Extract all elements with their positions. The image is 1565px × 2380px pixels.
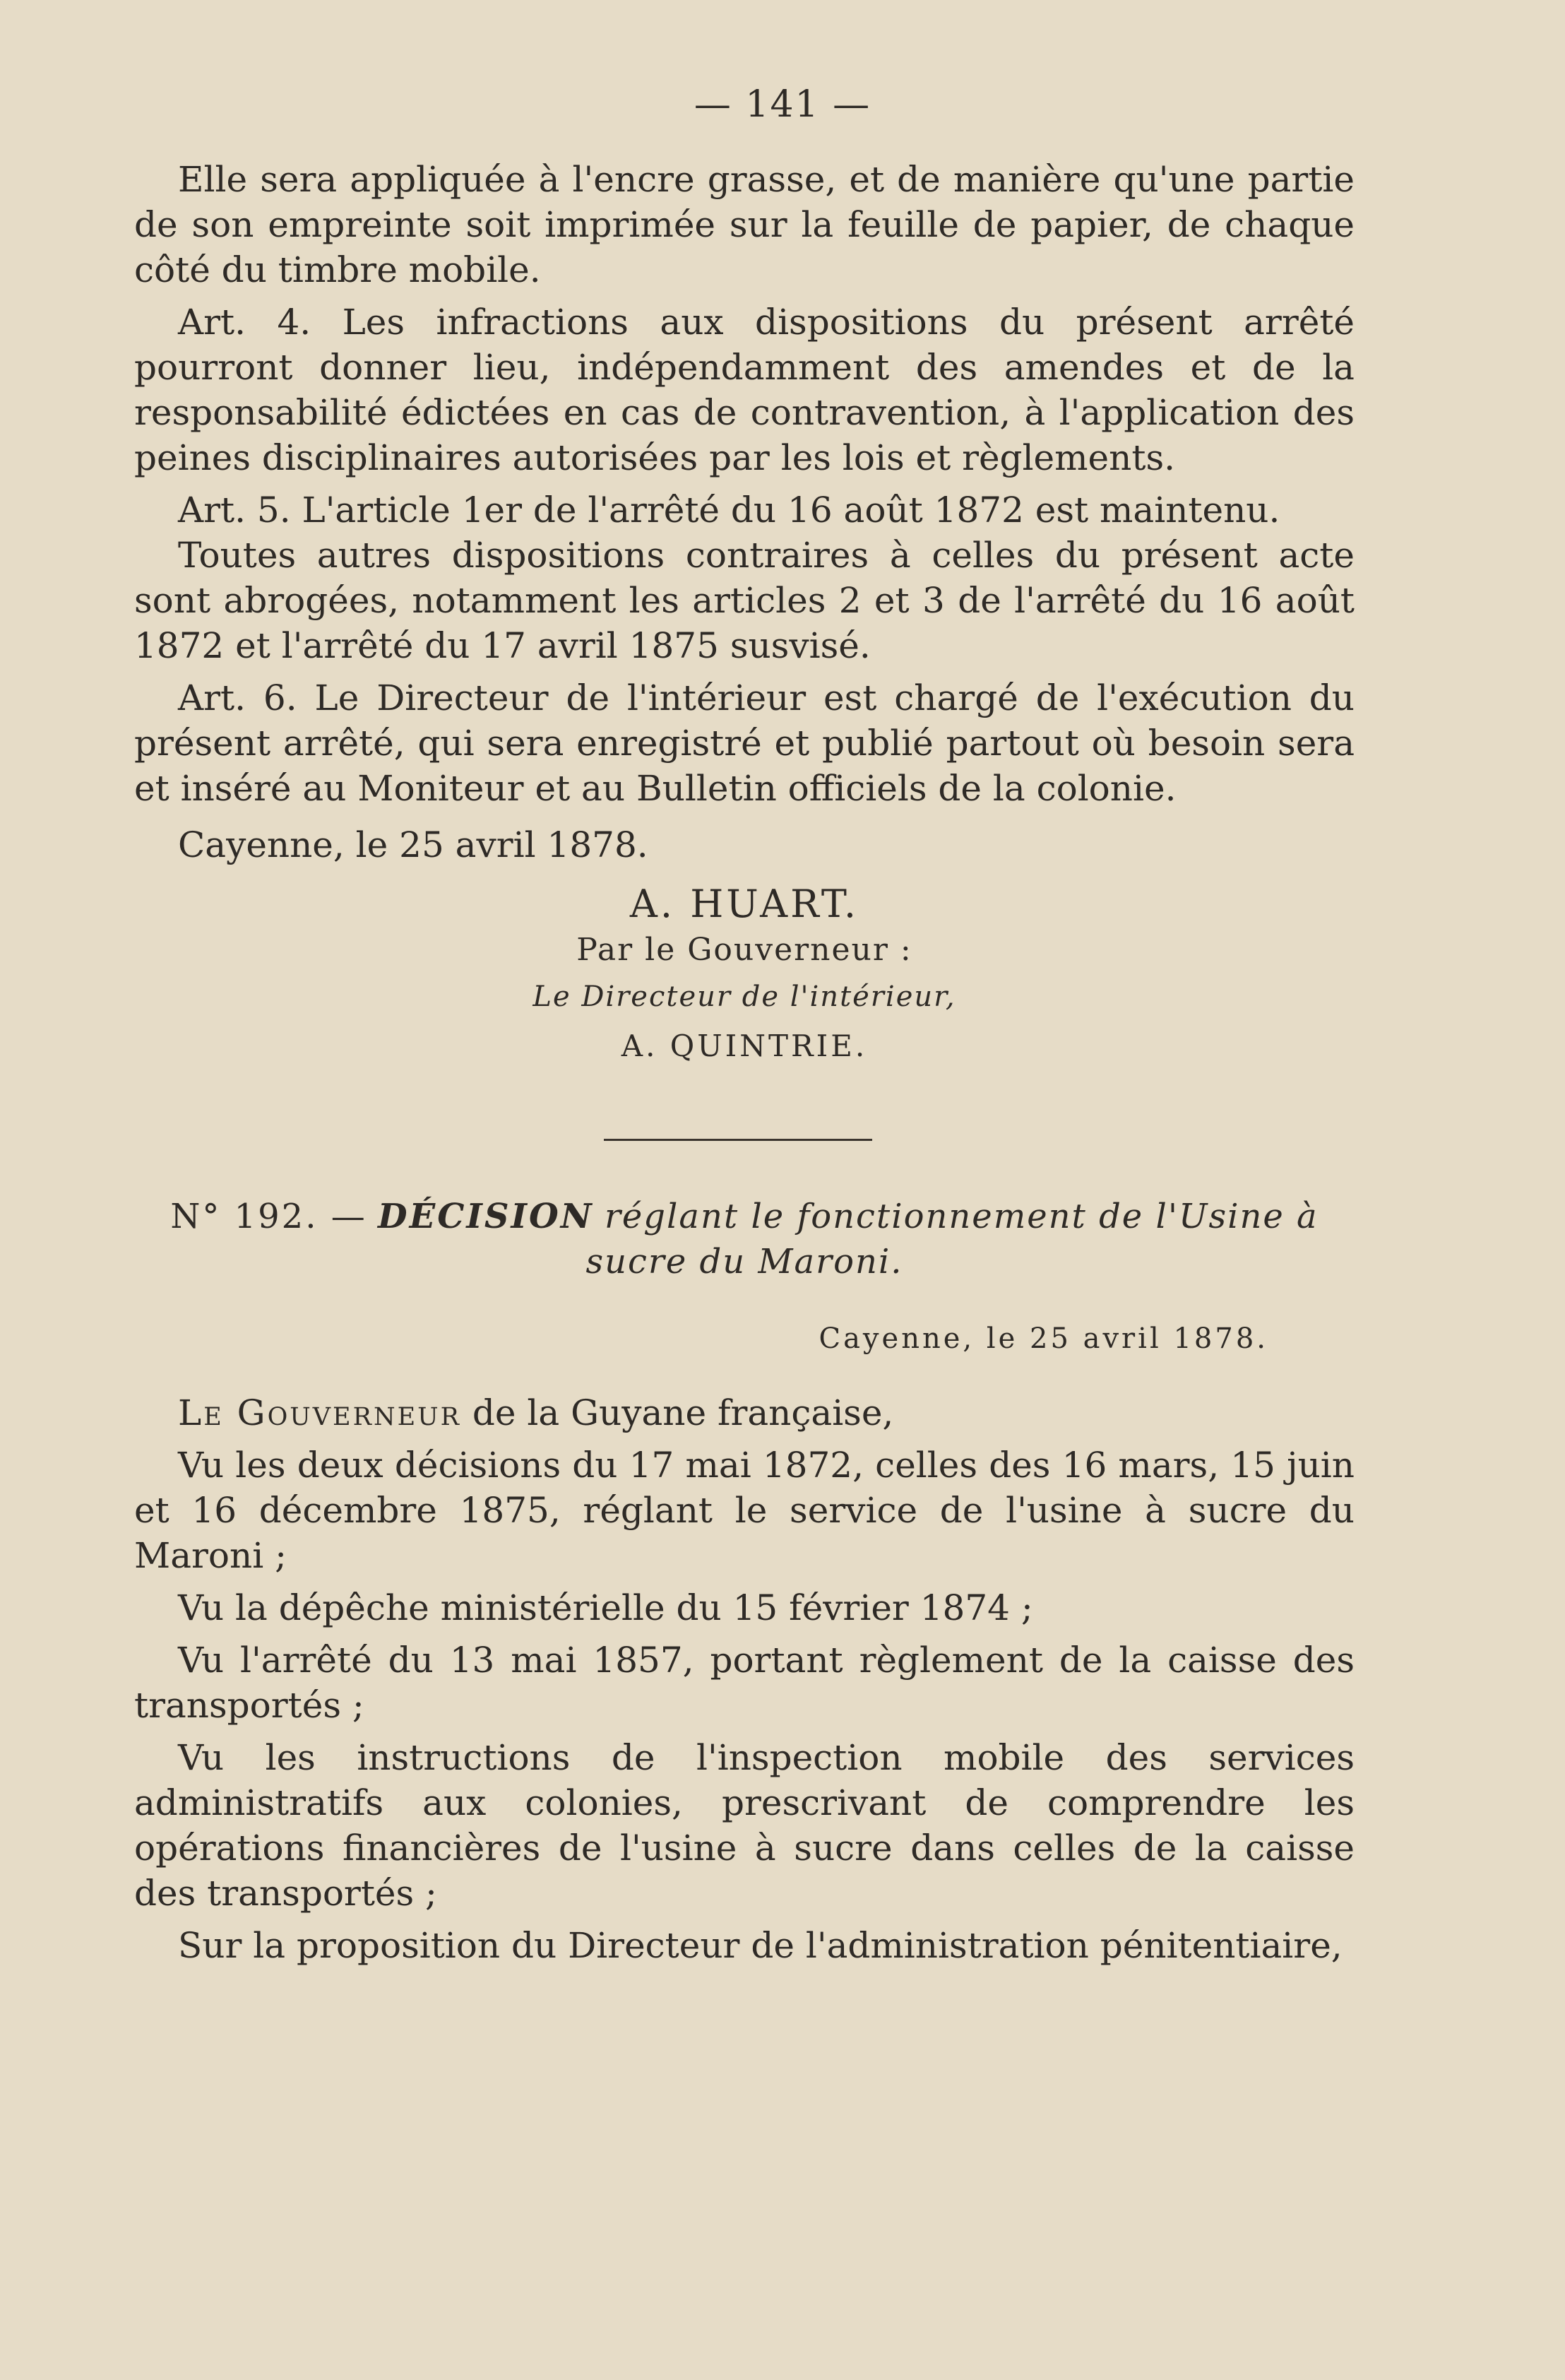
section-divider	[604, 1139, 872, 1141]
governor-title: Le Gouverneur	[178, 1392, 461, 1433]
decision-heading	[134, 1194, 1355, 1284]
director-title: Le Directeur de l'intérieur,	[532, 981, 956, 1013]
article-5: Art. 5. L'article 1er de l'arrêté du 16 août 1872 est maintenu.	[178, 490, 1280, 531]
date-line: Cayenne, le 25 avril 1878.	[178, 824, 648, 865]
decision-title: DÉCISION	[378, 1197, 594, 1236]
page-number: — 141 —	[694, 83, 871, 126]
signature-role: Par le Gouverneur :	[576, 932, 912, 968]
considerant: Vu l'arrêté du 13 mai 1857, portant règlement de la caisse des transportés ;	[134, 1640, 1355, 1726]
paragraph: Toutes autres dispositions contraires à celles du présent acte sont abrogées, notamment les articles 2 et 3 de l'arrêté du 16 août 1872 et l'arrêté du 17 avril 1875 susvisé.	[134, 535, 1355, 666]
article-4: Art. 4. Les infractions aux dispositions du présent arrêté pourront donner lieu, indépendamment des amendes et de la responsabilité édictées en cas de contravention, à l'application des peines disciplinaires autorisées par les lois et règlements.	[134, 302, 1355, 478]
decision-body	[134, 1390, 1355, 1968]
paragraph: Elle sera appliquée à l'encre grasse, et de manière qu'une partie de son empreinte soit imprimée sur la feuille de papier, de chaque côté du timbre mobile.	[134, 159, 1355, 290]
considerant: Vu la dépêche ministérielle du 15 février 1874 ;	[178, 1587, 1033, 1628]
director-name: A. QUINTRIE.	[621, 1029, 868, 1063]
governor-rest: de la Guyane française,	[472, 1392, 894, 1433]
signature-name: A. HUART.	[629, 882, 859, 926]
decision-subject: réglant le fonctionnement de l'Usine à sucre du Maroni.	[585, 1197, 1319, 1281]
decision-number: N° 192. —	[170, 1197, 367, 1236]
article-6: Art. 6. Le Directeur de l'intérieur est chargé de l'exécution du présent arrêté, qui sera enregistré et publié partout où besoin sera et inséré au Moniteur et au Bulletin officiels de la colonie.	[134, 677, 1355, 809]
considerant: Sur la proposition du Directeur de l'administration pénitentiaire,	[178, 1925, 1343, 1966]
decision-date: Cayenne, le 25 avril 1878.	[819, 1322, 1268, 1355]
arrete-continuation	[134, 157, 1355, 1072]
governor-line	[134, 1390, 1355, 1435]
considerant: Vu les deux décisions du 17 mai 1872, celles des 16 mars, 15 juin et 16 décembre 1875, réglant le service de l'usine à sucre du Maroni ;	[134, 1445, 1355, 1576]
considerant: Vu les instructions de l'inspection mobile des services administratifs aux colonies, prescrivant de comprendre les opérations financières de l'usine à sucre dans celles de la caisse des transportés ;	[134, 1737, 1355, 1914]
